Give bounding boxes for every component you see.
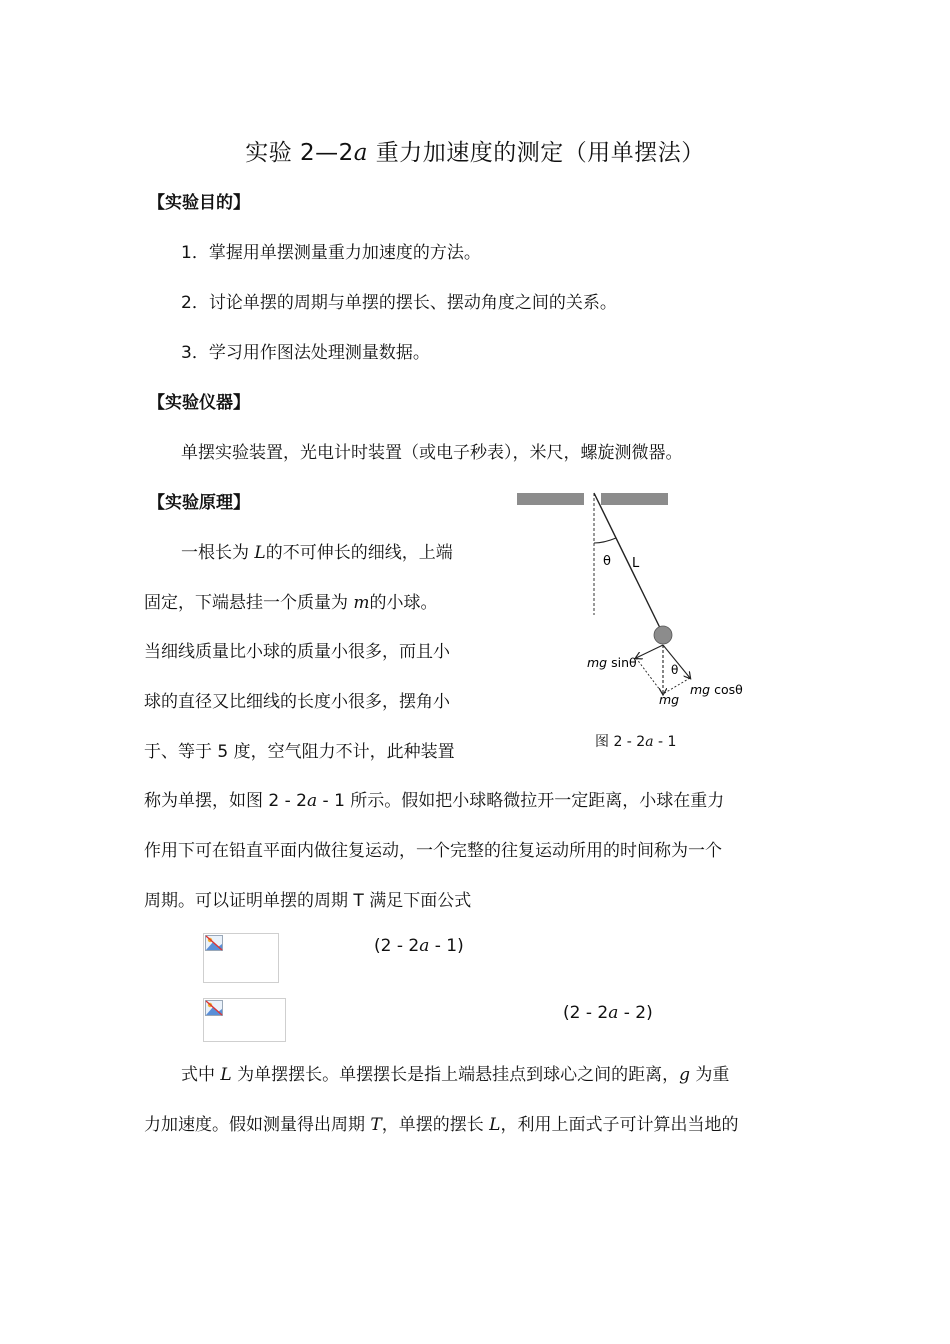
title-var: a: [353, 140, 368, 166]
instruments-heading: 【实验仪器】: [148, 393, 250, 413]
instruments-text: 单摆实验装置，光电计时装置（或电子秒表），米尺，螺旋测微器。: [181, 443, 683, 463]
var-T: T: [370, 1115, 382, 1135]
var-mg: mg: [690, 682, 711, 697]
text-span: - 1: [653, 734, 677, 750]
equation-number-2: [563, 1003, 653, 1023]
equation-number-1: [374, 936, 464, 956]
var-mg: mg: [587, 655, 608, 670]
principle-line-7: 作用下可在铅直平面内做往复运动，一个完整的往复运动所用的时间称为一个: [144, 841, 722, 861]
force-sin-arrow: [636, 645, 663, 658]
broken-image-icon: [205, 1000, 223, 1016]
pendulum-figure: [510, 485, 770, 725]
var-L: L: [489, 1115, 501, 1135]
text-span: 一根长为: [181, 543, 255, 563]
force-g-label: mg: [659, 692, 680, 707]
principle-line-9: [181, 1060, 729, 1085]
title-prefix: 实验 2—2: [245, 140, 354, 166]
equation-image-2: [203, 998, 286, 1042]
pendulum-ball: [654, 626, 672, 644]
text-span: - 2): [618, 1003, 653, 1023]
var-m: m: [353, 593, 370, 613]
title-suffix: 重力加速度的测定（用单摆法）: [367, 140, 705, 166]
principle-line-4: 球的直径又比细线的长度小很多，摆角小: [144, 692, 450, 712]
principle-line-10: [144, 1110, 738, 1135]
principle-line-5: 于、等于 5 度，空气阻力不计，此种装置: [144, 742, 455, 762]
ceiling-left: [517, 493, 584, 505]
var-a: a: [608, 1003, 619, 1023]
text-span: 的不可伸长的细线，上端: [265, 543, 453, 563]
text-span: ，利用上面式子可计算出当地的: [500, 1115, 739, 1135]
text-span: (2 - 2: [374, 936, 420, 956]
text-span: - 1 所示。假如把小球略微拉开一定距离，小球在重力: [317, 791, 725, 811]
text-span: 的小球。: [369, 593, 438, 613]
text-span: ，单摆的摆长: [381, 1115, 490, 1135]
equation-image-1: [203, 933, 279, 983]
text-span: 图 2 - 2: [595, 734, 646, 750]
purpose-item-1: 1．掌握用单摆测量重力加速度的方法。: [181, 243, 481, 263]
var-L: L: [254, 543, 266, 563]
var-a: a: [306, 791, 318, 811]
force-cos-label: [690, 682, 743, 697]
purpose-item-3: 3．学习用作图法处理测量数据。: [181, 343, 430, 363]
purpose-heading: 【实验目的】: [148, 193, 250, 213]
var-a: a: [419, 936, 430, 956]
purpose-item-2: 2．讨论单摆的周期与单摆的摆长、摆动角度之间的关系。: [181, 293, 617, 313]
text-span: (2 - 2: [563, 1003, 609, 1023]
text-span: 称为单摆，如图 2 - 2: [144, 791, 307, 811]
principle-heading: 【实验原理】: [148, 493, 250, 513]
text-span: - 1): [429, 936, 464, 956]
principle-line-3: 当细线质量比小球的质量小很多，而且小: [144, 642, 450, 662]
theta-arc-top: [594, 538, 616, 543]
var-g: g: [679, 1065, 690, 1085]
var-L: L: [220, 1065, 232, 1085]
force-sin-label: [587, 655, 637, 670]
theta-label-top: θ: [603, 554, 611, 569]
text-span: 式中: [181, 1065, 221, 1085]
page-title: [0, 134, 950, 167]
text-span: 为重: [690, 1065, 730, 1085]
broken-image-icon: [205, 935, 223, 951]
parallelogram-edge-1: [636, 658, 663, 694]
text-span: 固定，下端悬挂一个质量为: [144, 593, 354, 613]
principle-line-1: [181, 538, 453, 563]
ceiling-right: [601, 493, 668, 505]
principle-line-8: 周期。可以证明单摆的周期 T 满足下面公式: [144, 891, 472, 911]
text-span: 力加速度。假如测量得出周期: [144, 1115, 371, 1135]
var-a: a: [645, 734, 654, 750]
principle-line-6: [144, 786, 724, 811]
text-span: sinθ: [607, 655, 637, 670]
length-label: L: [632, 556, 640, 571]
principle-line-2: [144, 588, 438, 613]
theta-label-ball: θ: [671, 663, 679, 677]
text-span: 为单摆摆长。单摆摆长是指上端悬挂点到球心之间的距离，: [231, 1065, 680, 1085]
text-span: cosθ: [710, 682, 743, 697]
figure-caption: [595, 731, 676, 751]
